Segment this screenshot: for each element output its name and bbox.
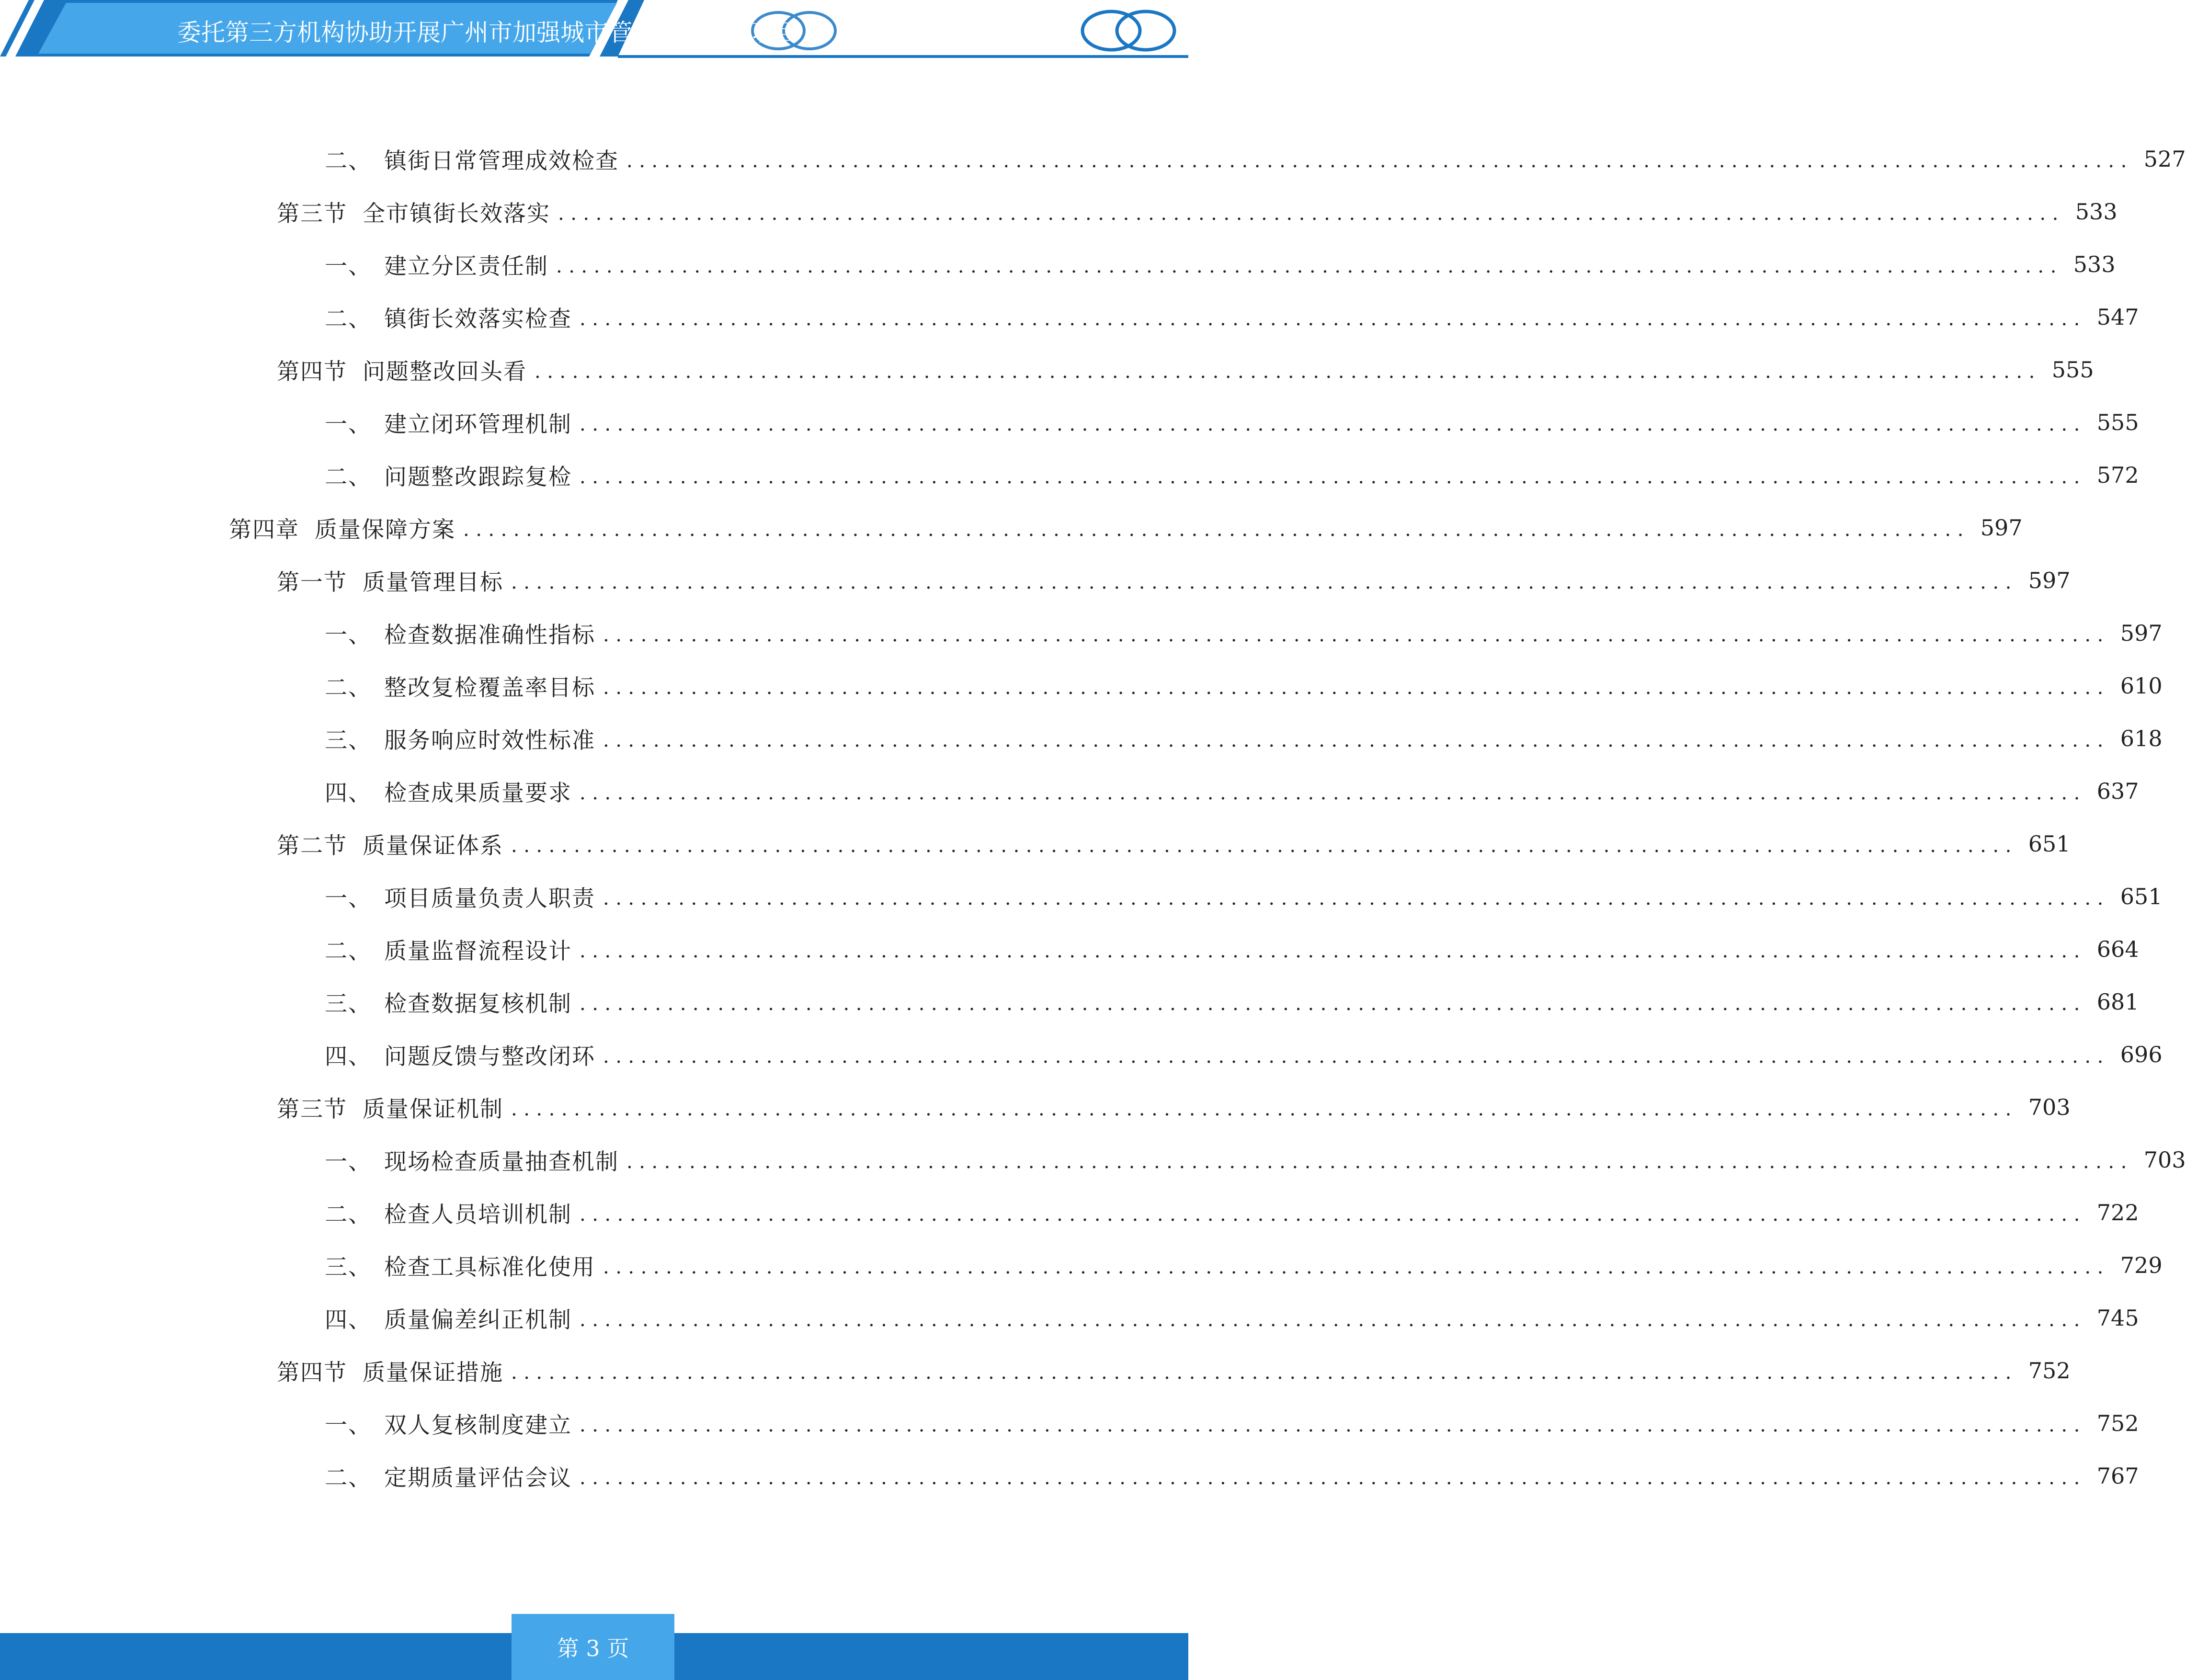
toc-entry-label	[325, 1249, 595, 1282]
double-ring-logo-icon	[1082, 11, 1174, 50]
toc-entry-label	[325, 775, 572, 807]
toc-entry-title: 检查成果质量要求	[384, 780, 572, 806]
toc-dot-leader: ........................................................................................................................	[603, 677, 2110, 699]
page-header	[0, 0, 1188, 62]
toc-entry-page: 618	[2120, 726, 2163, 751]
toc-entry-page: 651	[2120, 884, 2163, 909]
toc-entry-label	[277, 565, 503, 597]
toc-entry-title: 服务响应时效性标准	[384, 727, 595, 754]
toc-dot-leader: ........................................................................................................................	[603, 1256, 2110, 1278]
toc-entry[interactable]	[325, 719, 2163, 758]
toc-entry-number: 第四章	[229, 516, 299, 543]
toc-entry-number: 第四节	[277, 1359, 347, 1386]
toc-entry-number: 三、	[325, 1254, 372, 1281]
toc-entry-number: 第三节	[277, 200, 347, 227]
toc-entry-page: 651	[2028, 831, 2071, 857]
toc-dot-leader: ........................................................................................................................	[603, 1045, 2110, 1067]
toc-entry-label	[277, 1355, 503, 1387]
toc-entry-label	[325, 459, 572, 491]
toc-entry-page: 533	[2073, 251, 2116, 277]
toc-entry-number: 第四节	[277, 358, 347, 385]
toc-entry-number: 一、	[325, 622, 372, 648]
toc-dot-leader: ........................................................................................................................	[580, 940, 2086, 962]
toc-entry-page: 703	[2143, 1147, 2186, 1173]
toc-entry-page: 533	[2075, 199, 2118, 225]
toc-entry-label	[325, 1144, 619, 1176]
toc-entry-title: 问题反馈与整改闭环	[384, 1043, 595, 1070]
toc-entry[interactable]	[325, 1246, 2163, 1284]
toc-entry-label	[325, 881, 595, 913]
toc-entry-title: 全市镇街长效落实	[363, 200, 550, 227]
toc-entry-number: 四、	[325, 1043, 372, 1070]
toc-entry[interactable]	[325, 456, 2139, 494]
toc-entry-page: 555	[2096, 409, 2139, 435]
toc-entry-label	[325, 1408, 572, 1440]
toc-entry-title: 检查数据复核机制	[384, 990, 572, 1017]
toc-entry-title: 质量保证机制	[363, 1096, 503, 1123]
toc-entry-title: 建立分区责任制	[384, 253, 548, 280]
toc-entry-number: 第二节	[277, 832, 347, 859]
toc-entry-page: 664	[2096, 936, 2139, 962]
toc-entry-label	[325, 249, 548, 281]
toc-entry-page: 527	[2143, 146, 2186, 172]
toc-entry-number: 二、	[325, 1464, 372, 1491]
toc-entry[interactable]	[325, 614, 2163, 652]
toc-entry-page: 752	[2096, 1410, 2139, 1436]
toc-entry-label	[229, 512, 455, 544]
toc-entry-label	[325, 617, 595, 649]
toc-entry-title: 整改复检覆盖率目标	[384, 674, 595, 701]
toc-entry-title: 质量保障方案	[315, 516, 455, 543]
toc-entry-page: 610	[2120, 673, 2163, 699]
toc-entry-page: 722	[2096, 1200, 2139, 1226]
toc-entry-title: 项目质量负责人职责	[384, 885, 595, 912]
toc-entry-number: 第三节	[277, 1096, 347, 1123]
toc-entry[interactable]	[325, 1299, 2139, 1337]
toc-entry-label	[325, 143, 619, 175]
toc-entry-number: 一、	[325, 885, 372, 912]
toc-entry-page: 572	[2096, 462, 2139, 488]
toc-dot-leader: ........................................................................................................................	[463, 519, 1970, 541]
toc-entry-number: 第一节	[277, 569, 347, 596]
toc-entry-title: 问题整改跟踪复检	[384, 464, 572, 490]
toc-entry-label	[325, 1302, 572, 1334]
toc-entry[interactable]	[277, 351, 2094, 389]
toc-entry-title: 质量偏差纠正机制	[384, 1306, 572, 1333]
toc-entry-page: 637	[2096, 778, 2139, 804]
toc-entry-number: 二、	[325, 1201, 372, 1228]
toc-dot-leader: ........................................................................................................................	[603, 729, 2110, 751]
toc-entry-page: 696	[2120, 1042, 2163, 1067]
toc-dot-leader: ........................................................................................................................	[511, 835, 2018, 857]
toc-entry[interactable]	[325, 1035, 2163, 1074]
toc-entry-label	[325, 301, 572, 333]
toc-entry-title: 镇街长效落实检查	[384, 306, 572, 332]
toc-entry[interactable]	[325, 930, 2139, 968]
toc-entry-page: 729	[2120, 1252, 2163, 1278]
toc-entry[interactable]	[277, 825, 2071, 863]
toc-entry-page: 555	[2051, 357, 2094, 383]
toc-entry-number: 四、	[325, 1306, 372, 1333]
toc-entry[interactable]	[325, 1404, 2139, 1442]
toc-entry-page: 597	[2120, 620, 2163, 646]
toc-entry-title: 镇街日常管理成效检查	[384, 148, 619, 174]
toc-dot-leader: ........................................................................................................................	[580, 1467, 2086, 1489]
toc-entry-page: 547	[2096, 304, 2139, 330]
toc-entry[interactable]	[325, 772, 2139, 810]
toc-entry[interactable]	[325, 140, 2186, 178]
toc-entry-number: 一、	[325, 411, 372, 438]
toc-entry[interactable]	[325, 1141, 2186, 1179]
toc-dot-leader: ........................................................................................................................	[580, 1414, 2086, 1436]
toc-dot-leader: ........................................................................................................................	[626, 150, 2133, 172]
toc-dot-leader: ........................................................................................................................	[580, 308, 2086, 330]
toc-entry-page: 752	[2028, 1358, 2071, 1384]
toc-entry-title: 问题整改回头看	[363, 358, 527, 385]
toc-dot-leader: ........................................................................................................................	[580, 782, 2086, 804]
toc-entry-page: 745	[2096, 1305, 2139, 1331]
toc-entry[interactable]	[325, 1457, 2139, 1495]
toc-dot-leader: ........................................................................................................................	[580, 466, 2086, 488]
toc-entry-number: 三、	[325, 990, 372, 1017]
toc-entry-label	[325, 1460, 572, 1492]
toc-entry[interactable]	[325, 877, 2163, 916]
toc-entry-label	[277, 196, 550, 228]
toc-dot-leader: ........................................................................................................................	[511, 571, 2018, 593]
toc-entry-number: 二、	[325, 674, 372, 701]
toc-dot-leader: ........................................................................................................................	[603, 887, 2110, 909]
toc-entry-title: 质量保证措施	[363, 1359, 503, 1386]
toc-entry[interactable]	[277, 1351, 2071, 1390]
page-number-label: 第 3 页	[557, 1635, 629, 1661]
toc-entry-title: 检查数据准确性指标	[384, 622, 595, 648]
toc-entry-title: 质量管理目标	[363, 569, 503, 596]
toc-entry-label	[277, 828, 503, 860]
toc-entry[interactable]	[325, 1193, 2139, 1232]
toc-entry[interactable]	[325, 983, 2139, 1021]
toc-dot-leader: ........................................................................................................................	[558, 203, 2065, 225]
page-number-tab	[512, 1614, 674, 1680]
toc-entry-label	[325, 723, 595, 755]
toc-entry-number: 一、	[325, 1148, 372, 1175]
toc-entry-number: 二、	[325, 464, 372, 490]
toc-entry[interactable]	[229, 509, 2023, 547]
toc-entry-label	[325, 1039, 595, 1071]
toc-entry-number: 一、	[325, 1412, 372, 1439]
toc-entry-label	[325, 670, 595, 702]
toc-entry-number: 二、	[325, 148, 372, 174]
toc-entry-title: 现场检查质量抽查机制	[384, 1148, 619, 1175]
toc-dot-leader: ........................................................................................................................	[511, 1362, 2018, 1384]
toc-entry-label	[325, 933, 572, 965]
toc-dot-leader: ........................................................................................................................	[580, 1203, 2086, 1226]
toc-entry-title: 双人复核制度建立	[384, 1412, 572, 1439]
header-title: 委托第三方机构协助开展广州市加强城市管理工作服务项目	[177, 19, 800, 46]
toc-entry-number: 四、	[325, 780, 372, 806]
toc-entry[interactable]	[277, 193, 2118, 231]
toc-dot-leader: ........................................................................................................................	[580, 413, 2086, 435]
toc-entry[interactable]	[325, 298, 2139, 336]
toc-entry-label	[277, 354, 527, 386]
toc-entry-label	[325, 407, 572, 439]
toc-entry-label	[277, 1091, 503, 1124]
toc-entry[interactable]	[277, 1088, 2071, 1126]
toc-entry-label	[325, 1197, 572, 1229]
toc-entry-title: 检查人员培训机制	[384, 1201, 572, 1228]
toc-entry-page: 597	[2028, 568, 2071, 593]
toc-dot-leader: ........................................................................................................................	[603, 624, 2110, 646]
toc-entry-page: 703	[2028, 1094, 2071, 1120]
toc-entry-title: 建立闭环管理机制	[384, 411, 572, 438]
toc-dot-leader: ........................................................................................................................	[580, 1309, 2086, 1331]
toc-entry[interactable]	[277, 561, 2071, 600]
toc-entry-number: 一、	[325, 253, 372, 280]
toc-entry-title: 检查工具标准化使用	[384, 1254, 595, 1281]
toc-entry-page: 767	[2096, 1463, 2139, 1489]
toc-entry-number: 二、	[325, 306, 372, 332]
toc-dot-leader: ........................................................................................................................	[580, 993, 2086, 1015]
toc-entry-page: 681	[2096, 989, 2139, 1015]
toc-entry-title: 质量监督流程设计	[384, 938, 572, 965]
toc-entry-page: 597	[1980, 515, 2023, 541]
toc-entry-title: 质量保证体系	[363, 832, 503, 859]
toc-dot-leader: ........................................................................................................................	[556, 255, 2063, 277]
toc-entry-number: 三、	[325, 727, 372, 754]
toc-entry-title: 定期质量评估会议	[384, 1464, 572, 1491]
toc-dot-leader: ........................................................................................................................	[626, 1151, 2133, 1173]
toc-entry-number: 二、	[325, 938, 372, 965]
toc-entry[interactable]	[325, 667, 2163, 705]
toc-entry[interactable]	[325, 403, 2139, 442]
toc-entry[interactable]	[325, 245, 2116, 284]
toc-dot-leader: ........................................................................................................................	[535, 361, 2041, 383]
toc-dot-leader: ........................................................................................................................	[511, 1098, 2018, 1120]
toc-entry-label	[325, 986, 572, 1018]
